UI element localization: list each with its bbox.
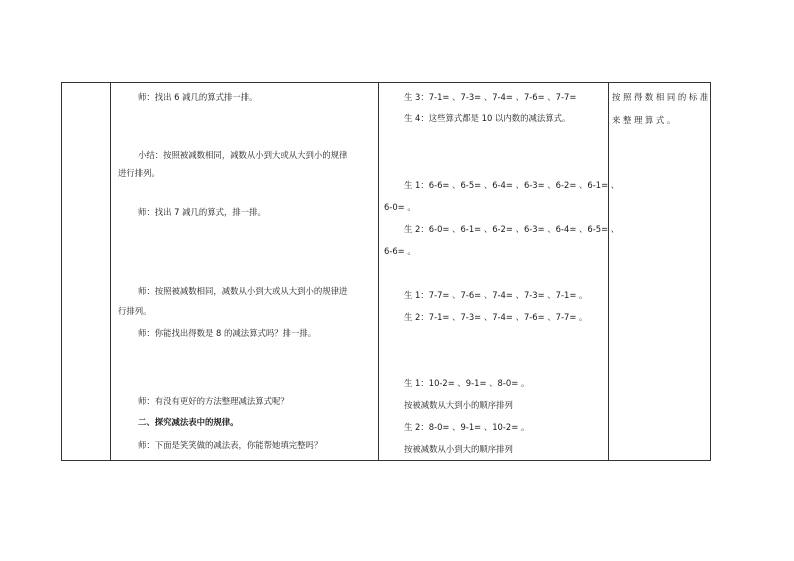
teacher-line-2: 小结：按照被减数相同，减数从小到大或从大到小的规律: [138, 150, 348, 160]
teacher-line-3: 进行排列。: [118, 168, 160, 178]
student-line-1: 生 3：7-1= 、7-3= 、7-4= 、7-6= 、7-7=: [404, 92, 577, 102]
teacher-line-1: 师：找出 6 减几的算式排一排。: [138, 92, 258, 102]
column-divider-1: [110, 83, 111, 460]
note-line-2: 来整理算式。: [612, 115, 678, 125]
student-line-4: 6-0= 。: [384, 202, 416, 212]
note-line-1: 按照得数相同的标准: [612, 92, 711, 102]
teacher-line-6: 行排列。: [118, 306, 152, 316]
student-line-8: 生 2：7-1= 、7-3= 、7-4= 、7-6= 、7-7= 。: [404, 312, 588, 322]
student-line-7: 生 1：7-7= 、7-6= 、7-4= 、7-3= 、7-1= 。: [404, 290, 588, 300]
student-line-5: 生 2：6-0= 、6-1= 、6-2= 、6-3= 、6-4= 、6-5= 、: [404, 224, 620, 234]
teacher-line-5: 师：按照被减数相同，减数从小到大或从大到小的规律进: [138, 286, 348, 296]
teacher-line-10: 师：下面是笑笑做的减法表，你能帮她填完整吗？: [138, 440, 323, 450]
student-line-11: 生 2：8-0= 、9-1= 、10-2= 。: [404, 422, 530, 432]
student-line-2: 生 4：这些算式都是 10 以内数的减法算式。: [404, 113, 571, 123]
section-heading: 二、探究减法表中的规律。: [138, 417, 239, 427]
student-line-12: 按被减数从小到大的顺序排列: [404, 444, 513, 454]
teacher-line-4: 师：找出 7 减几的算式，排一排。: [138, 207, 266, 217]
teacher-line-7: 师：你能找出得数是 8 的减法算式吗？排一排。: [138, 328, 317, 338]
student-line-10: 按被减数从大到小的顺序排列: [404, 400, 513, 410]
student-line-6: 6-6= 。: [384, 246, 416, 256]
column-divider-2: [378, 83, 379, 460]
student-line-3: 生 1：6-6= 、6-5= 、6-4= 、6-3= 、6-2= 、6-1= 、: [404, 180, 620, 190]
teacher-line-8: 师：有没有更好的方法整理减法算式呢？: [138, 396, 289, 406]
student-line-9: 生 1：10-2= 、9-1= 、8-0= 。: [404, 378, 530, 388]
column-divider-3: [608, 83, 609, 460]
